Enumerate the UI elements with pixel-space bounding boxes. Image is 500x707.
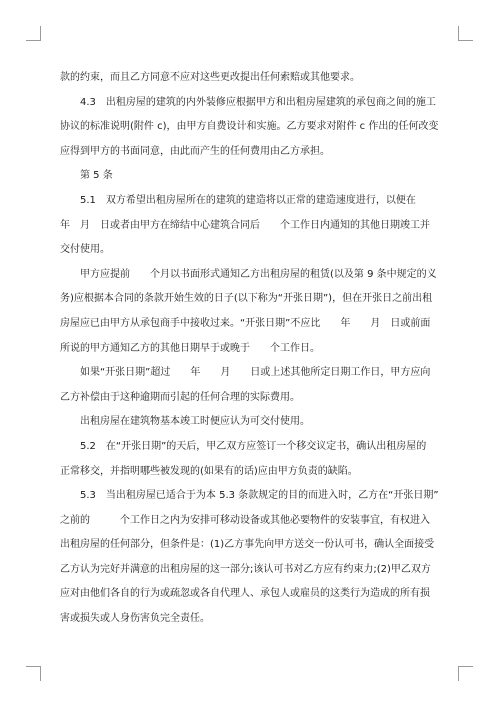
text-line: 款的约束，而且乙方同意不应对这些更改提出任何索赔或其他要求。 [60, 72, 360, 83]
text-line: 5.3 当出租房屋已适合于为本 5.3 条款规定的目的而进入时，乙方在“开张日期” [80, 490, 439, 502]
paragraph-4 [60, 263, 450, 361]
text-line: 之前的 个工作日之内为安排可移动设备或其他必要物件的安装事宜，有权进入 [60, 514, 430, 526]
paragraph-5 [60, 361, 450, 410]
paragraph-3 [60, 189, 450, 263]
text-line: 甲方应提前 个月以书面形式通知乙方出租房屋的租赁(以及第 9 条中规定的义 [80, 268, 437, 280]
text-line: 乙方补偿由于这种逾期而引起的任何合理的实际费用。 [60, 391, 300, 403]
text-line: 房屋应已由甲方从承包商手中接收过来。“开张日期”不应比 年 月 日或前面 [60, 317, 431, 329]
text-line: 5.2 在“开张日期”的天后，甲乙双方应签订一个移交议定书，确认出租房屋的 [80, 440, 427, 452]
crop-mark-bottom-right [458, 666, 473, 681]
text-line: 所说的甲方通知乙方的其他日期早于或晚于 个工作日。 [60, 342, 320, 354]
text-line: 出租房屋在建筑物基本竣工时便应认为可交付使用。 [80, 416, 310, 428]
article-heading [60, 164, 450, 189]
document-body [60, 66, 450, 632]
text-line: 交付使用。 [60, 244, 110, 256]
crop-mark-top-right [458, 26, 473, 41]
text-line: 害或损失或人身伤害负完全责任。 [60, 613, 210, 625]
text-line: 乙方认为完好并满意的出租房屋的这一部分;该认可书对乙方应有约束力;(2)甲乙双方 [60, 563, 431, 575]
text-line: 4.3 出租房屋的建筑的内外装修应根据甲方和出租房屋建筑的承包商之间的施工 [80, 96, 436, 108]
text-line: 协议的标准说明(附件 c)，由甲方自费设计和实施。乙方要求对附件 c 作出的任何改变 [60, 121, 439, 133]
text-line: 应得到甲方的书面同意，由此而产生的任何费用由乙方承担。 [60, 145, 330, 157]
paragraph-6 [60, 410, 450, 435]
crop-mark-bottom-left [26, 666, 41, 681]
text-line: 正常移交，并指明哪些被发现的(如果有的话)应由甲方负责的缺陷。 [60, 465, 358, 477]
paragraph-8 [60, 484, 450, 632]
text-line: 应对由他们各自的行为或疏忽或各自代理人、承包人或雇员的这类行为造成的所有损 [60, 588, 430, 600]
text-line: 年 月 日或者由甲方在缔结中心建筑合同后 个工作日内通知的其他日期竣工并 [60, 219, 430, 231]
text-line: 务)应根据本合同的条款开始生效的日子(以下称为“开张日期”)，但在开张日之前出租 [60, 293, 433, 305]
text-line: 如果“开张日期”超过 年 月 日或上述其他所定日期工作日，甲方应向 [80, 367, 431, 379]
paragraph-1 [60, 66, 450, 91]
text-line: 5.1 双方希望出租房屋所在的建筑的建造将以正常的建造速度进行，以便在 [80, 194, 416, 206]
paragraph-2 [60, 91, 450, 165]
crop-mark-top-left [26, 26, 41, 41]
text-line: 第 5 条 [80, 170, 113, 182]
text-line: 出租房屋的任何部分，但条件是：(1)乙方事先向甲方送交一份认可书，确认全面接受 [60, 539, 435, 551]
paragraph-7 [60, 435, 450, 484]
